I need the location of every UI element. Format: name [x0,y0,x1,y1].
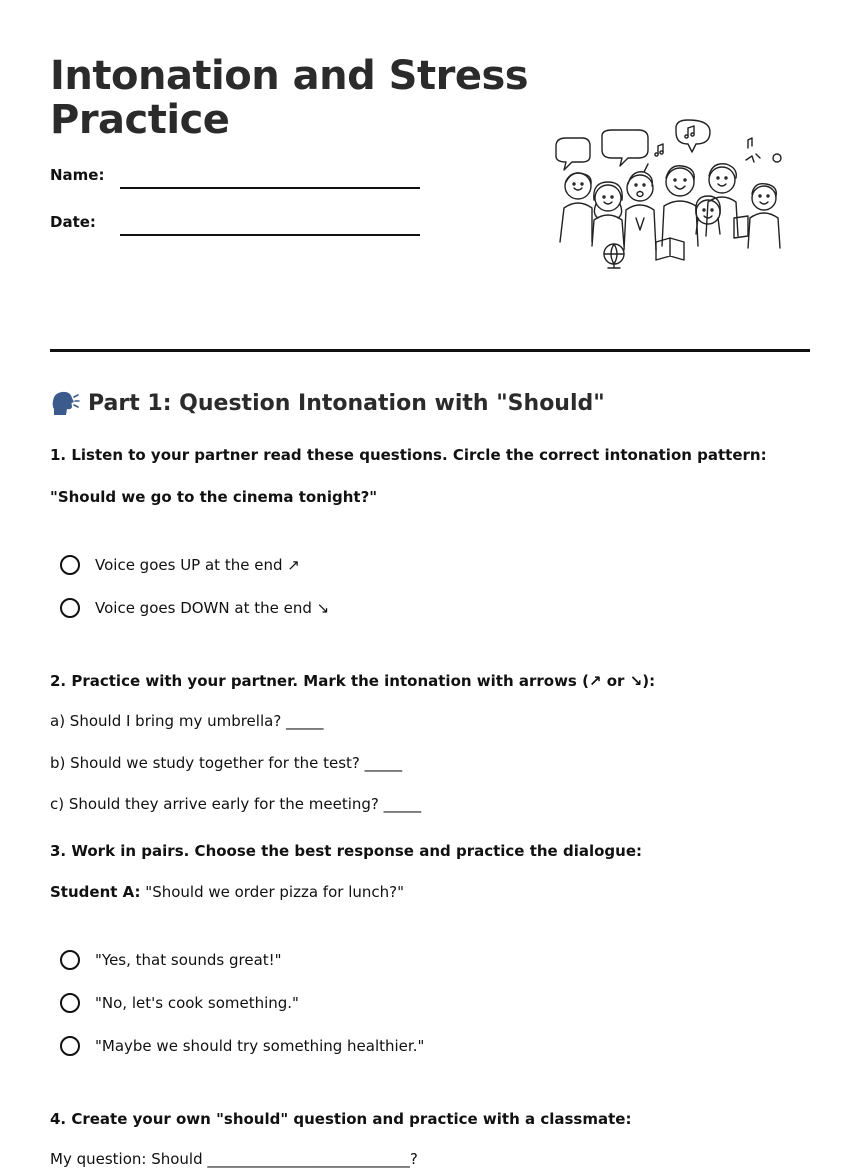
question-4-prompt: 4. Create your own "should" question and practice with a classmate: [50,1110,632,1128]
radio-button[interactable] [60,993,80,1013]
part1-heading [50,389,605,417]
radio-button[interactable] [60,1036,80,1056]
part1-heading-text: Part 1: Question Intonation with "Should" [88,390,605,416]
option-label: "Yes, that sounds great!" [95,951,282,969]
radio-button[interactable] [60,950,80,970]
question-1-option[interactable] [60,555,300,575]
option-label: "No, let's cook something." [95,994,299,1012]
question-1-option[interactable] [60,598,329,618]
question-3-prompt: 3. Work in pairs. Choose the best response and practice the dialogue: [50,842,642,860]
option-label: "Maybe we should try something healthier." [95,1037,425,1055]
speaking-head-icon [50,389,80,417]
question-3-option[interactable] [60,1036,424,1056]
section-divider [50,349,810,352]
option-label: Voice goes DOWN at the end ↘ [95,599,330,617]
question-2-prompt: 2. Practice with your partner. Mark the intonation with arrows (↗ or ↘): [50,672,656,690]
date-label: Date: [50,213,96,231]
worksheet-title [50,54,528,142]
question-2-item: b) Should we study together for the test? _____ [50,754,403,772]
question-1-sentence: "Should we go to the cinema tonight?" [50,488,378,506]
title-line-2: Practice [50,97,230,143]
question-4-answer-line: My question: Should ___________________________? [50,1150,418,1168]
option-label: Voice goes UP at the end ↗ [95,556,300,574]
dialogue-line: "Should we order pizza for lunch?" [140,883,404,901]
question-2-item: a) Should I bring my umbrella? _____ [50,712,324,730]
question-3-dialogue [50,883,404,901]
title-line-1: Intonation and Stress [50,53,529,99]
radio-button[interactable] [60,555,80,575]
speaker-label: Student A: [50,883,141,901]
name-label: Name: [50,166,105,184]
singing-children-illustration [548,118,788,278]
question-2-item: c) Should they arrive early for the meeting? _____ [50,795,422,813]
question-3-option[interactable] [60,993,299,1013]
question-1-prompt: 1. Listen to your partner read these questions. Circle the correct intonation pattern: [50,446,767,464]
radio-button[interactable] [60,598,80,618]
question-3-option[interactable] [60,950,282,970]
date-field[interactable] [120,234,420,236]
name-field[interactable] [120,187,420,189]
